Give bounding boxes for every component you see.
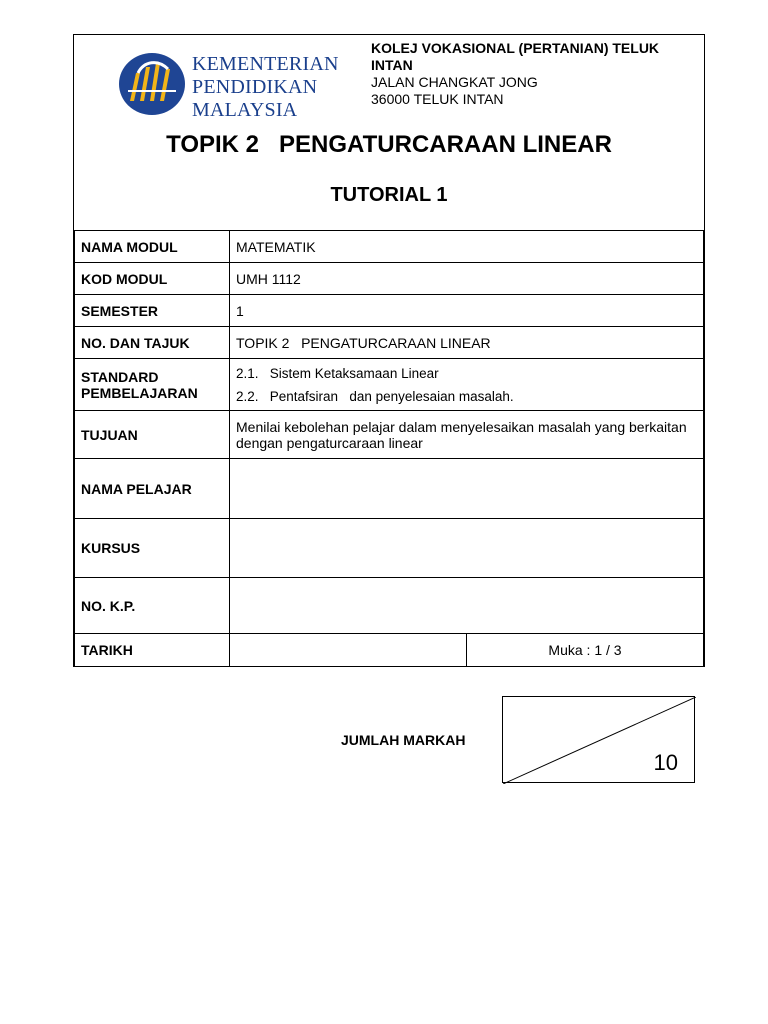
row-no-tajuk: [75, 327, 704, 359]
tujuan-label: TUJUAN: [75, 411, 230, 459]
nama-modul-value: MATEMATIK: [230, 231, 704, 263]
no-kp-label: NO. K.P.: [75, 578, 230, 634]
worksheet-frame: [73, 34, 705, 667]
standard-label-line-2: PEMBELAJARAN: [81, 384, 198, 401]
markah-box: [502, 696, 695, 783]
logo-line-2: PENDIDIKAN: [192, 76, 318, 98]
no-tajuk-label: NO. DAN TAJUK: [75, 327, 230, 359]
row-nama-pelajar: [75, 459, 704, 519]
tarikh-label: TARIKH: [75, 634, 230, 667]
no-tajuk-value: TOPIK 2 PENGATURCARAAN LINEAR: [230, 327, 704, 359]
ministry-logo: [118, 51, 348, 121]
kpm-crest-icon: [118, 51, 188, 117]
row-tarikh: [75, 634, 704, 667]
standard-value: [230, 359, 704, 411]
semester-value: 1: [230, 295, 704, 327]
row-standard: [75, 359, 704, 411]
nama-modul-label: NAMA MODUL: [75, 231, 230, 263]
standard-item-1: 2.1. Sistem Ketaksamaan Linear: [236, 365, 439, 381]
college-address-2: 36000 TELUK INTAN: [371, 91, 504, 107]
nama-pelajar-field[interactable]: [230, 459, 704, 519]
nama-pelajar-label: NAMA PELAJAR: [75, 459, 230, 519]
row-semester: [75, 295, 704, 327]
college-address-1: JALAN CHANGKAT JONG: [371, 74, 538, 90]
college-name: KOLEJ VOKASIONAL (PERTANIAN) TELUK INTAN: [371, 40, 660, 73]
topic-title: TOPIK 2 PENGATURCARAAN LINEAR: [166, 131, 612, 158]
row-kursus: [75, 519, 704, 578]
kursus-label: KURSUS: [75, 519, 230, 578]
logo-line-3: MALAYSIA: [192, 99, 298, 121]
logo-line-1: KEMENTERIAN: [192, 53, 339, 75]
semester-label: SEMESTER: [75, 295, 230, 327]
kursus-field[interactable]: [230, 519, 704, 578]
tutorial-title: TUTORIAL 1: [330, 184, 448, 206]
tujuan-value: Menilai kebolehan pelajar dalam menyelesaikan masalah yang berkaitan dengan pengaturcaraan linear: [230, 411, 704, 459]
standard-label-line-1: STANDARD: [81, 368, 159, 385]
no-kp-field[interactable]: [230, 578, 704, 634]
row-no-kp: [75, 578, 704, 634]
markah-total: 10: [653, 750, 678, 775]
kod-modul-value: UMH 1112: [230, 263, 704, 295]
info-table: [74, 230, 704, 667]
standard-label: [75, 359, 230, 411]
kod-modul-label: KOD MODUL: [75, 263, 230, 295]
header: [74, 35, 704, 231]
row-nama-modul: [75, 231, 704, 263]
jumlah-markah-label: JUMLAH MARKAH: [341, 732, 466, 748]
row-tujuan: [75, 411, 704, 459]
tarikh-field[interactable]: [230, 634, 467, 667]
row-kod-modul: [75, 263, 704, 295]
page-indicator: Muka : 1 / 3: [467, 634, 704, 667]
college-info: [371, 40, 701, 108]
standard-item-2: 2.2. Pentafsiran dan penyelesaian masalah.: [236, 388, 514, 404]
